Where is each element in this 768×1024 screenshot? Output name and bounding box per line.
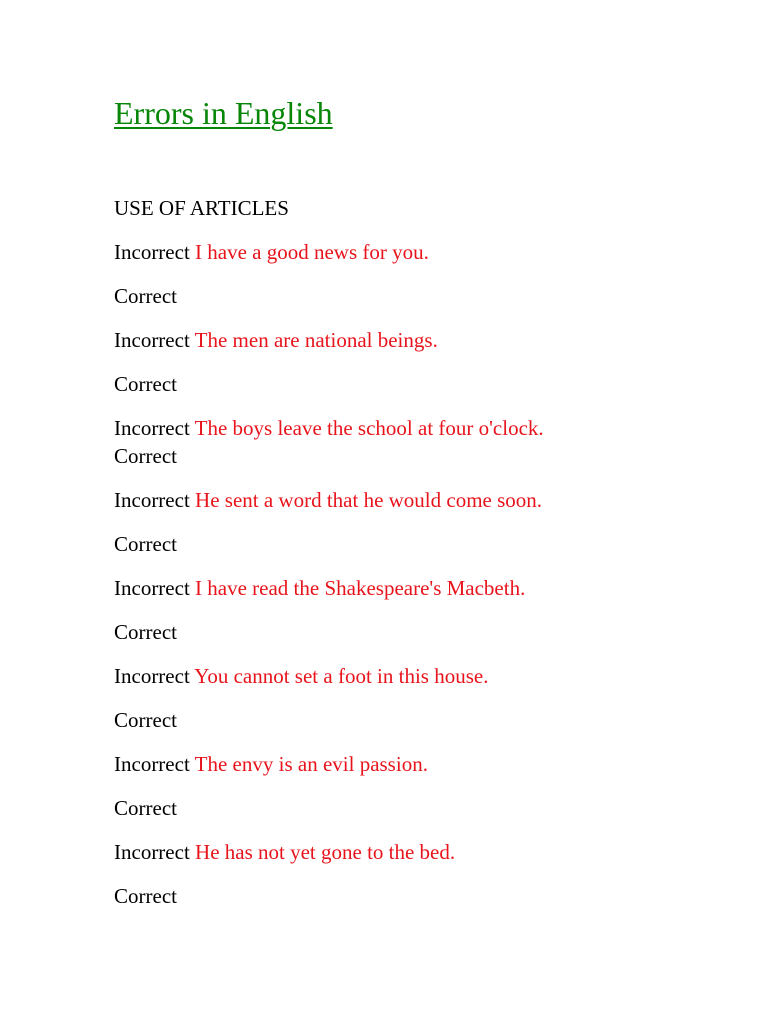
section-heading: USE OF ARTICLES xyxy=(114,196,289,220)
correct-label: Correct xyxy=(114,284,177,308)
incorrect-line xyxy=(114,415,544,441)
page-title: Errors in English xyxy=(114,95,333,131)
correct-label: Correct xyxy=(114,708,177,732)
correct-line xyxy=(114,443,177,469)
incorrect-label: Incorrect xyxy=(114,752,190,776)
correct-line xyxy=(114,531,177,557)
incorrect-label: Incorrect xyxy=(114,664,190,688)
incorrect-line xyxy=(114,575,525,601)
correct-label: Correct xyxy=(114,532,177,556)
correct-label: Correct xyxy=(114,620,177,644)
correct-line xyxy=(114,619,177,645)
incorrect-sentence: He has not yet gone to the bed. xyxy=(195,840,456,864)
correct-label: Correct xyxy=(114,796,177,820)
incorrect-label: Incorrect xyxy=(114,240,190,264)
incorrect-label: Incorrect xyxy=(114,840,190,864)
incorrect-sentence: The boys leave the school at four o'clock. xyxy=(194,416,544,440)
incorrect-line xyxy=(114,839,455,865)
incorrect-sentence: The envy is an evil passion. xyxy=(194,752,428,776)
incorrect-line xyxy=(114,663,488,689)
correct-line xyxy=(114,707,177,733)
correct-label: Correct xyxy=(114,444,177,468)
incorrect-sentence: The men are national beings. xyxy=(194,328,438,352)
incorrect-line xyxy=(114,751,428,777)
correct-line xyxy=(114,795,177,821)
incorrect-label: Incorrect xyxy=(114,576,190,600)
incorrect-label: Incorrect xyxy=(114,416,190,440)
correct-label: Correct xyxy=(114,372,177,396)
incorrect-line xyxy=(114,239,429,265)
correct-line xyxy=(114,283,177,309)
correct-line xyxy=(114,371,177,397)
incorrect-sentence: I have a good news for you. xyxy=(195,240,429,264)
incorrect-label: Incorrect xyxy=(114,328,190,352)
incorrect-sentence: I have read the Shakespeare's Macbeth. xyxy=(195,576,526,600)
incorrect-label: Incorrect xyxy=(114,488,190,512)
correct-label: Correct xyxy=(114,884,177,908)
correct-line xyxy=(114,883,177,909)
incorrect-sentence: You cannot set a foot in this house. xyxy=(194,664,489,688)
incorrect-sentence: He sent a word that he would come soon. xyxy=(195,488,543,512)
incorrect-line xyxy=(114,487,542,513)
incorrect-line xyxy=(114,327,438,353)
